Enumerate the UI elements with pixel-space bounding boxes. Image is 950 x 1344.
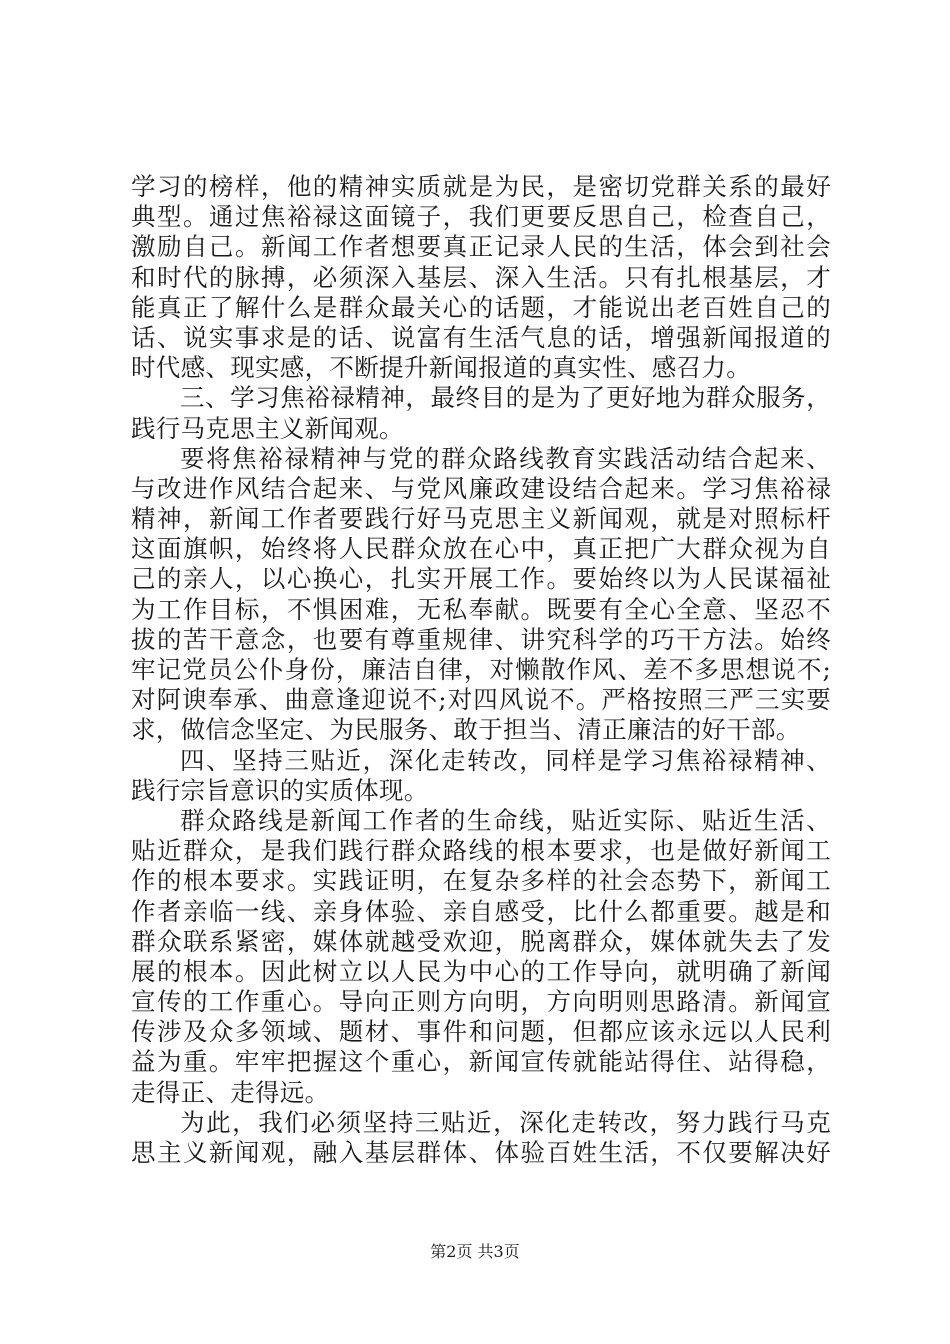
text-line: 展的根本。因此树立以人民为中心的工作导向，就明确了新闻 xyxy=(131,956,831,986)
text-line: 拔的苦干意念，也要有尊重规律、讲究科学的巧干方法。始终 xyxy=(131,624,831,654)
text-line: 与改进作风结合起来、与党风廉政建设结合起来。学习焦裕禄 xyxy=(131,473,831,503)
text-line: 激励自己。新闻工作者想要真正记录人民的生活，体会到社会 xyxy=(131,232,831,262)
text-line: 传涉及众多领域、题材、事件和问题，但都应该永远以人民利 xyxy=(131,1017,831,1047)
text-line: 四、坚持三贴近，深化走转改，同样是学习焦裕禄精神、 xyxy=(180,745,831,775)
text-line: 话、说实事求是的话、说富有生活气息的话，增强新闻报道的 xyxy=(131,322,831,352)
text-line: 践行马克思主义新闻观。 xyxy=(131,413,404,443)
text-line: 求，做信念坚定、为民服务、敢于担当、清正廉洁的好干部。 xyxy=(131,715,801,745)
text-line: 这面旗帜，始终将人民群众放在心中，真正把广大群众视为自 xyxy=(131,534,831,564)
text-line: 作的根本要求。实践证明，在复杂多样的社会态势下，新闻工 xyxy=(131,866,831,896)
text-line: 践行宗旨意识的实质体现。 xyxy=(131,775,429,805)
text-line: 群众联系紧密，媒体就越受欢迎，脱离群众，媒体就失去了发 xyxy=(131,926,831,956)
text-line: 能真正了解什么是群众最关心的话题，才能说出老百姓自己的 xyxy=(131,292,831,322)
text-line: 思主义新闻观，融入基层群体、体验百姓生活，不仅要解决好 xyxy=(131,1138,831,1167)
body-text xyxy=(131,172,831,1168)
text-line: 要将焦裕禄精神与党的群众路线教育实践活动结合起来、 xyxy=(180,443,831,473)
text-line: 群众路线是新闻工作者的生命线，贴近实际、贴近生活、 xyxy=(180,805,831,835)
text-line: 为工作目标，不惧困难，无私奉献。既要有全心全意、坚忍不 xyxy=(131,594,831,624)
text-line: 己的亲人，以心换心，扎实开展工作。要始终以为人民谋福祉 xyxy=(131,564,831,594)
text-line: 时代感、现实感，不断提升新闻报道的真实性、感召力。 xyxy=(131,353,751,383)
text-line: 对阿谀奉承、曲意逢迎说不;对四风说不。严格按照三严三实要 xyxy=(131,685,831,715)
text-line: 学习的榜样，他的精神实质就是为民，是密切党群关系的最好 xyxy=(131,172,831,201)
text-line: 宣传的工作重心。导向正则方向明，方向明则思路清。新闻宣 xyxy=(131,987,831,1017)
text-line: 走得正、走得远。 xyxy=(131,1077,330,1107)
text-line: 益为重。牢牢把握这个重心，新闻宣传就能站得住、站得稳， xyxy=(131,1047,831,1077)
text-line: 三、学习焦裕禄精神，最终目的是为了更好地为群众服务， xyxy=(180,383,831,413)
text-line: 精神，新闻工作者要践行好马克思主义新闻观，就是对照标杆 xyxy=(131,504,831,534)
text-line: 典型。通过焦裕禄这面镜子，我们更要反思自己，检查自己， xyxy=(131,202,831,232)
text-line: 为此，我们必须坚持三贴近，深化走转改，努力践行马克 xyxy=(180,1107,831,1137)
page-footer: 第2页 共3页 xyxy=(430,1242,520,1261)
text-line: 作者亲临一线、亲身体验、亲自感受，比什么都重要。越是和 xyxy=(131,896,831,926)
text-line: 和时代的脉搏，必须深入基层、深入生活。只有扎根基层，才 xyxy=(131,262,831,292)
text-line: 贴近群众，是我们践行群众路线的根本要求，也是做好新闻工 xyxy=(131,836,831,866)
text-line: 牢记党员公仆身份，廉洁自律，对懒散作风、差不多思想说不; xyxy=(131,655,831,684)
